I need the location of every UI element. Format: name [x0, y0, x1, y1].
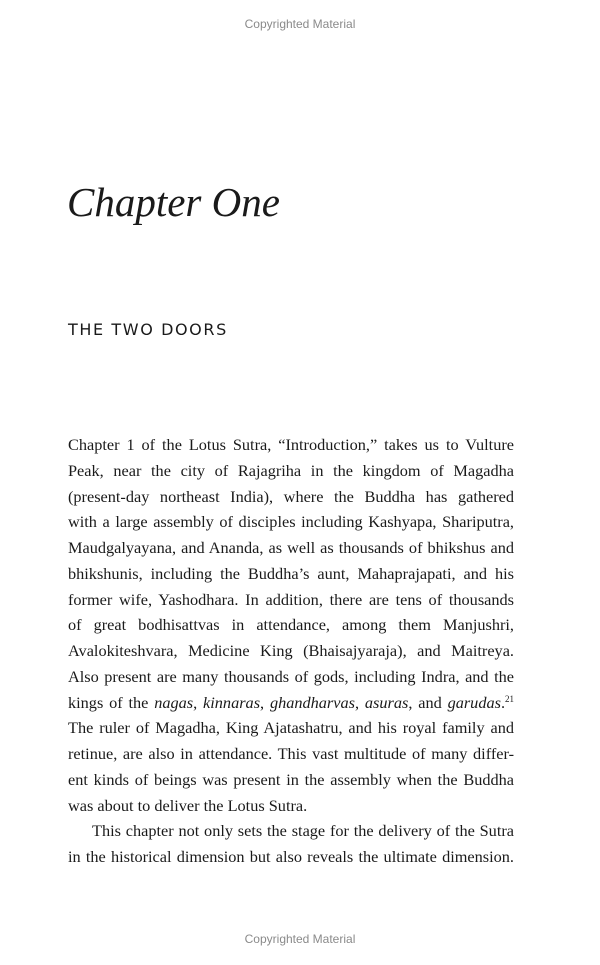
chapter-title: Chapter One [67, 179, 280, 225]
section-title: THE TWO DOORS [68, 320, 228, 339]
italic-term: ghandharvas [269, 692, 355, 712]
body-text [68, 432, 514, 870]
italic-term: kinnaras [203, 692, 261, 712]
text-line [68, 690, 514, 716]
text-line: Maudgalyayana, and Ananda, as well as thousands of bhikshus and [68, 538, 514, 557]
italic-term: garudas [447, 692, 501, 712]
text-line: ent kinds of beings was present in the assembly when the Buddha [68, 769, 514, 789]
footnote-marker[interactable]: 21 [505, 693, 515, 704]
text-line: Peak, near the city of Rajagriha in the kingdom of Magadha [68, 460, 514, 480]
text-line: with a large assembly of disciples including Kashyapa, Shariputra, [68, 512, 514, 532]
text: , and [408, 692, 448, 712]
italic-term: nagas [154, 692, 194, 712]
text-line: Chapter 1 of the Lotus Sutra, “Introduction,” takes us to Vulture [68, 435, 514, 454]
text-line: Avalokiteshvara, Medicine King (Bhaisajyaraja), and Maitreya. [68, 641, 514, 660]
text-line: of great bodhisattvas in attendance, among them Manjushri, [68, 615, 514, 635]
text-line: (present-day northeast India), where the Buddha has gathered [68, 486, 514, 506]
paragraph [68, 818, 514, 870]
text-line: retinue, are also in attendance. This vast multitude of many differ- [68, 744, 514, 763]
text-line: in the historical dimension but also reveals the ultimate dimension. [68, 847, 514, 866]
text: , [354, 692, 365, 712]
text-line: bhikshunis, including the Buddha’s aunt, Mahaprajapati, and his [68, 563, 514, 583]
text: kings of the [68, 692, 155, 712]
text: . [500, 692, 506, 712]
text-line: was about to deliver the Lotus Sutra. [68, 795, 308, 815]
text-line: former wife, Yashodhara. In addition, there are tens of thousands [68, 589, 514, 609]
paragraph [68, 432, 514, 818]
text-line: The ruler of Magadha, King Ajatashatru, and his royal family and [68, 718, 514, 738]
copyright-watermark-top: Copyrighted Material [244, 17, 356, 31]
text-line: This chapter not only sets the stage for the delivery of the Sutra [92, 821, 514, 841]
text: , [193, 692, 204, 712]
text: , [260, 692, 270, 712]
italic-term: asuras [364, 692, 409, 712]
text-line: Also present are many thousands of gods, including Indra, and the [68, 666, 514, 686]
copyright-watermark-bottom: Copyrighted Material [244, 932, 356, 946]
